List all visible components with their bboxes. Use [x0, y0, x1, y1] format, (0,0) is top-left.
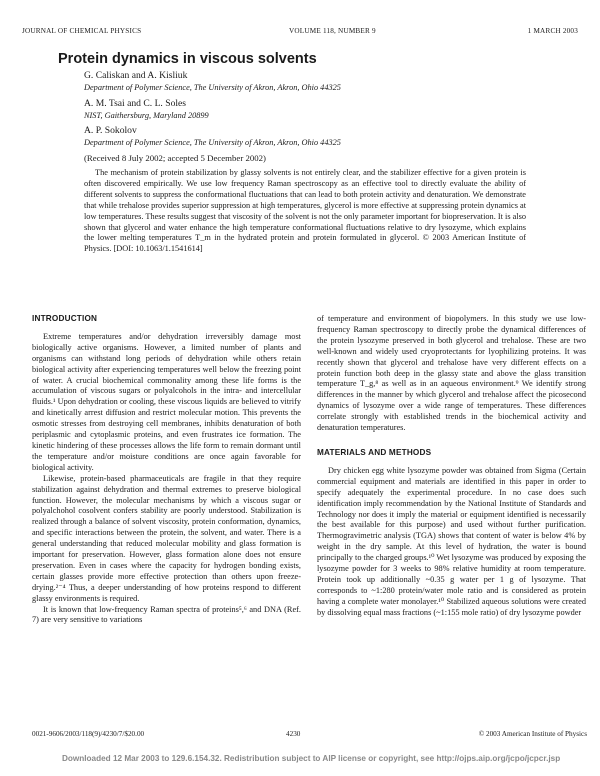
introduction-paragraph: It is known that low-frequency Raman spectra of proteins⁵,⁶ and DNA (Ref. 7) are very sensitive to variations — [32, 604, 301, 625]
article-title: Protein dynamics in viscous solvents — [58, 51, 317, 67]
introduction-paragraph: Extreme temperatures and/or dehydration irreversibly damage most biologically active organisms. However, a limited number of plants and organisms can withstand long periods of dehydration while others retain biological activity after experiencing temperatures well below the freezing point of water. A crucial biochemical commonality among these life forms is the accumulation of viscous sugars or polyalcohols in the intra- and intercellular fluids.¹ Upon dehydration or cooling, these viscous liquids are believed to vitrify and kinetically arrest diffusion and restrict molecular motion. This prevents the osmotic stresses from destroying cell membranes, inhibits denaturation of both periplasmic and cytoplasmic proteins, and even frustrates ice formation. The kinetic hindering of these processes allows the life form to remain dormant until the temperature and/or moisture conditions are once again favorable for biological activity. — [32, 331, 301, 472]
left-column — [32, 314, 301, 626]
page-footer — [32, 730, 587, 740]
author-affiliation: NIST, Gaithersburg, Maryland 20899 — [84, 111, 209, 120]
author-names: A. P. Sokolov — [84, 125, 137, 136]
article-code: 0021-9606/2003/118(9)/4230/7/$20.00 — [32, 730, 145, 738]
introduction-paragraph-continued: of temperature and environment of biopolymers. In this study we use low-frequency Raman spectroscopy to directly probe the dynamical differences of the protein lysozyme preserved in both glycerol and trehalose. These are two well-known and widely used cryoprotectants for lyophilizing proteins. It was recently shown that glycerol and trehalose have very different effects on a protein function both deep in the glassy state and above the glass transition temperature T_g,⁸ as well as in an aqueous environment.⁹ We identify strong differences in the manner by which glycerol and trehalose affect the picosecond dynamics of lysozyme over a wide range of temperatures. These differences correlate strongly with established trends in the biochemical activity and denaturation temperatures. — [317, 314, 586, 433]
section-heading-methods: MATERIALS AND METHODS — [317, 447, 432, 457]
author-group-1 — [84, 70, 564, 93]
journal-name: JOURNAL OF CHEMICAL PHYSICS — [22, 27, 142, 35]
received-dates: (Received 8 July 2002; accepted 5 December 2002) — [84, 153, 266, 163]
author-group-3 — [84, 125, 564, 148]
issue-date: 1 MARCH 2003 — [527, 27, 578, 35]
author-affiliation: Department of Polymer Science, The University of Akron, Akron, Ohio 44325 — [84, 138, 341, 147]
author-affiliation: Department of Polymer Science, The University of Akron, Akron, Ohio 44325 — [84, 83, 341, 92]
running-head — [22, 27, 578, 39]
volume-number: VOLUME 118, NUMBER 9 — [289, 27, 376, 35]
methods-paragraph: Dry chicken egg white lysozyme powder was obtained from Sigma (Certain commercial equipment and materials are identified in this paper in order to specify adequately the experimental procedure. In no case does such identification imply recommendation by the National Institute of Standards and Technology nor does it imply the material or equipment identified is necessarily the best available for this purpose) and used without further purification. Thermogravimetric analysis (TGA) shows that content of water is below 4% by weight in the dry sample. At this level of hydration, the water is bound principally to the charged groups.¹⁰ Wet lysozyme was produced by exposing the lysozyme powder for 3 weeks to 98% relative humidity at room temperature. Protein took up additionally ~0.35 g water per 1 g of lysozyme. That corresponds to ~1:280 protein/water mole ratio and is considered as protein having a complete water monolayer.¹⁰ Stabilized aqueous solutions were created by dissolving equal mass fractions (~1:155 mole ratio) of dry lysozyme powder — [317, 465, 586, 617]
author-names: G. Caliskan and A. Kisliuk — [84, 70, 188, 81]
introduction-paragraph: Likewise, protein-based pharmaceuticals are fragile in that they require stabilization against dehydration and thermal extremes to preserve biological function. However, the molecular mechanisms by which a viscous sugar or polyalchohol cosolvent confers stability are poorly understood. Stabilization is realized through a balance of solvent viscosity, protein conformation, dynamics, and specific interactions between the protein, the solvent, and water. There is a general understanding that reduced molecular mobility and glass formation is important for preservation. However, glass formation alone does not ensure preservation. Even in cases where the capacity for hydrogen bonding exists, certain glasses provide more effective protection than others upon freeze-drying.²⁻⁴ Thus, a deeper understanding of how proteins respond to different glassy environments is required. — [32, 473, 301, 603]
download-notice: Downloaded 12 Mar 2003 to 129.6.154.32. Redistribution subject to AIP license or copyright, see http://ojps.aip.org/jcpo/jcpcr.jsp — [62, 754, 561, 763]
copyright-notice: © 2003 American Institute of Physics — [478, 730, 587, 738]
abstract-text: The mechanism of protein stabilization by glassy solvents is not entirely clear, and the stabilizer effective for a given protein is often discovered empirically. We use low frequency Raman spectroscopy as an effective tool to directly evaluate the ability of different solvents to suppress the conformational fluctuations that can lead to both protein activity and denaturation. We demonstrate that while trehalose provides superior suppression at high temperatures, glycerol is more effective at suppressing protein dynamics at low temperatures. These results suggest that viscosity of the solvent is not the only parameter important for biopreservation. It is also shown that glycerol and water enhance the high temperature conformational fluctuations relative to dry lysozyme, which explains the lower melting temperatures T_m in the hydrated protein and protein formulated in glycerol. © 2003 American Institute of Physics. [DOI: 10.1063/1.1541614] — [84, 168, 526, 254]
author-group-2 — [84, 98, 564, 121]
abstract — [84, 168, 526, 255]
author-names: A. M. Tsai and C. L. Soles — [84, 98, 187, 109]
page-number: 4230 — [286, 730, 301, 738]
right-column — [317, 314, 586, 619]
section-heading-introduction: INTRODUCTION — [32, 314, 98, 323]
